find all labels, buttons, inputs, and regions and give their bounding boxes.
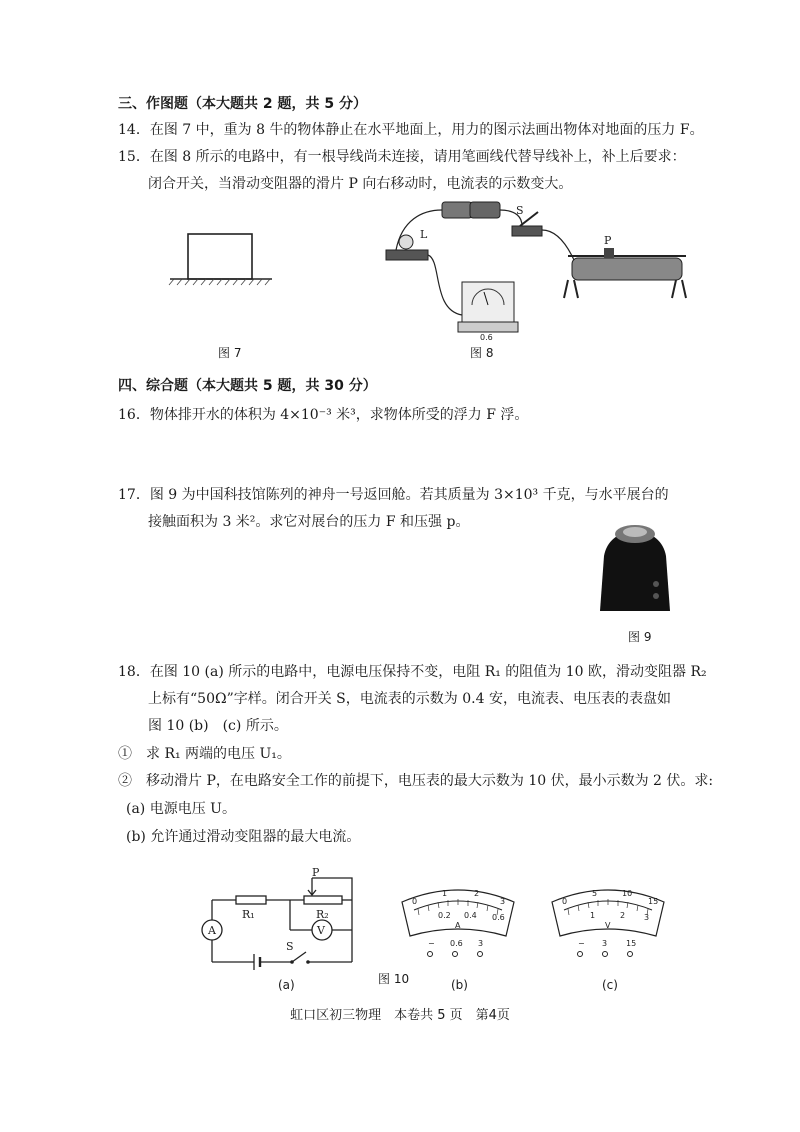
r1-label: R₁ bbox=[242, 908, 255, 921]
question-18-part-1: ① 求 R₁ 两端的电压 U₁。 bbox=[118, 746, 291, 762]
ammeter-bottom-0: 0.2 bbox=[438, 911, 451, 920]
voltmeter-bottom-2: 2 bbox=[620, 911, 626, 920]
figure-7-diagram bbox=[160, 232, 290, 292]
figure-8-diagram bbox=[382, 200, 712, 345]
figure-10c-caption: (c) bbox=[602, 978, 618, 992]
voltmeter-bottom-1: 1 bbox=[590, 911, 596, 920]
figure-7-caption: 图 7 bbox=[218, 346, 242, 360]
ammeter-dial-letter: A bbox=[455, 921, 461, 930]
figure-10b-caption: (b) bbox=[451, 978, 468, 992]
voltmeter-top-5: 5 bbox=[592, 889, 598, 898]
ammeter-icon bbox=[458, 282, 518, 332]
voltmeter-top-10: 10 bbox=[622, 889, 633, 898]
question-18-line-2: 上标有“50Ω”字样。闭合开关 S，电流表的示数为 0.4 安，电流表、电压表的表盘如 bbox=[148, 691, 671, 707]
question-16: 16．物体排开水的体积为 4×10⁻³ 米³，求物体所受的浮力 F 浮。 bbox=[118, 407, 529, 423]
figure-8-caption: 图 8 bbox=[470, 346, 494, 360]
question-17-line-2: 接触面积为 3 米²。求它对展台的压力 F 和压强 p。 bbox=[148, 514, 470, 530]
lamp-label: L bbox=[420, 228, 428, 241]
ammeter-scale-label: 0.6 bbox=[480, 333, 493, 342]
figure-9-caption: 图 9 bbox=[628, 630, 652, 644]
figure-10a-caption: (a) bbox=[278, 978, 295, 992]
switch-s-label: S bbox=[286, 940, 294, 953]
figure-10-caption: 图 10 bbox=[378, 972, 410, 986]
ammeter-terminal-06: 0.6 bbox=[450, 939, 463, 948]
voltmeter-terminal-neg: − bbox=[578, 939, 585, 948]
voltmeter-top-15: 15 bbox=[648, 897, 659, 906]
ammeter-terminal-neg: − bbox=[428, 939, 435, 948]
question-18-part-2: ② 移动滑片 P，在电路安全工作的前提下，电压表的最大示数为 10 伏，最小示数为 2 伏。求: bbox=[118, 773, 714, 789]
ammeter-symbol-label: A bbox=[208, 924, 216, 937]
ammeter-bottom-2: 0.6 bbox=[492, 913, 505, 922]
voltmeter-top-0: 0 bbox=[562, 897, 568, 906]
question-15-line-2: 闭合开关，当滑动变阻器的滑片 P 向右移动时，电流表的示数变大。 bbox=[148, 176, 573, 192]
question-18-line-1: 18．在图 10 (a) 所示的电路中，电源电压保持不变，电阻 R₁ 的阻值为 10 欧，滑动变阻器 R₂ bbox=[118, 664, 707, 680]
switch-label: S bbox=[516, 204, 524, 217]
rheostat-icon bbox=[564, 248, 686, 298]
section-3-heading: 三、作图题（本大题共 2 题，共 5 分） bbox=[118, 96, 367, 112]
section-4-heading: 四、综合题（本大题共 5 题，共 30 分） bbox=[118, 378, 377, 394]
ammeter-top-0: 0 bbox=[412, 897, 418, 906]
ammeter-terminal-3: 3 bbox=[478, 939, 484, 948]
slider-p-label: P bbox=[312, 866, 320, 879]
ammeter-bottom-1: 0.4 bbox=[464, 911, 477, 920]
page-footer: 虹口区初三物理 本卷共 5 页 第4页 bbox=[290, 1008, 510, 1023]
slider-label: P bbox=[604, 234, 612, 247]
figure-10c-voltmeter-dial bbox=[548, 884, 668, 959]
question-18-part-a: (a) 电源电压 U。 bbox=[126, 801, 236, 817]
figure-9-capsule-photo bbox=[590, 516, 680, 614]
question-18-part-b: (b) 允许通过滑动变阻器的最大电流。 bbox=[126, 829, 361, 845]
figure-10b-ammeter-dial bbox=[398, 884, 518, 959]
question-14: 14．在图 7 中，重为 8 牛的物体静止在水平地面上，用力的图示法画出物体对地面的压力 F。 bbox=[118, 122, 704, 138]
voltmeter-symbol-label: V bbox=[317, 924, 325, 937]
ammeter-top-1: 1 bbox=[442, 889, 448, 898]
question-18-line-3: 图 10 (b) (c) 所示。 bbox=[148, 718, 288, 734]
ammeter-top-2: 2 bbox=[474, 889, 480, 898]
ammeter-top-3: 3 bbox=[500, 897, 506, 906]
question-15-line-1: 15．在图 8 所示的电路中，有一根导线尚未连接，请用笔画线代替导线补上，补上后要求： bbox=[118, 149, 686, 165]
figure-10a-circuit bbox=[196, 866, 356, 972]
voltmeter-terminal-15: 15 bbox=[626, 939, 637, 948]
voltmeter-terminal-3: 3 bbox=[602, 939, 608, 948]
question-17-line-1: 17．图 9 为中国科技馆陈列的神舟一号返回舱。若其质量为 3×10³ 千克，与水平展台的 bbox=[118, 487, 669, 503]
voltmeter-bottom-3: 3 bbox=[644, 913, 650, 922]
voltmeter-dial-letter: V bbox=[605, 921, 611, 930]
r2-label: R₂ bbox=[316, 908, 329, 921]
battery-icon bbox=[442, 202, 500, 218]
